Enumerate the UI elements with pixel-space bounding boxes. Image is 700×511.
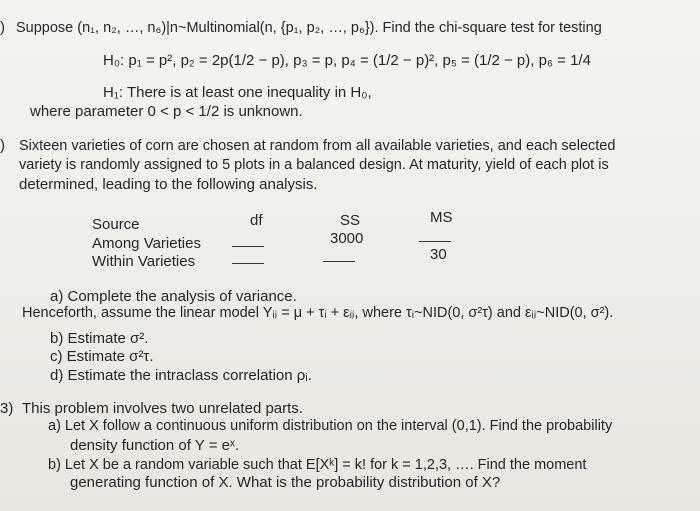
problem-2-part-c: c) Estimate σ²τ.: [50, 348, 154, 365]
problem-3-intro: This problem involves two unrelated parts.: [22, 400, 303, 417]
anova-row-among-ss: 3000: [330, 230, 364, 247]
problem-3-part-a-line-1: a) Let X follow a continuous uniform distribution on the interval (0,1). Find the probability: [48, 418, 613, 434]
problem-3-part-b-line-2: generating function of X. What is the probability distribution of X?: [70, 474, 501, 491]
anova-row-within-ms: 30: [430, 246, 447, 263]
problem-3-part-b-line-1: b) Let X be a random variable such that E[Xᵏ] = k! for k = 1,2,3, …. Find the moment: [48, 457, 587, 473]
problem-2-number: ): [0, 137, 5, 154]
anova-within-df-blank: [232, 263, 264, 264]
anova-header-ss: SS: [340, 212, 361, 229]
anova-among-df-blank: [232, 246, 264, 247]
problem-3-number: 3): [0, 400, 14, 417]
problem-2-intro-line-1: Sixteen varieties of corn are chosen at random from all available varieties, and each selected: [19, 138, 616, 154]
anova-among-ms-blank: [419, 241, 451, 242]
problem-2-model-statement: Henceforth, assume the linear model Yᵢⱼ = μ + τᵢ + εᵢⱼ, where τᵢ~NID(0, σ²τ) and εᵢⱼ~NID(0, σ²).: [22, 305, 614, 321]
problem-1-alt-hypothesis: H₁: There is at least one inequality in H₀,: [103, 84, 372, 101]
anova-header-df: df: [250, 212, 263, 229]
problem-2-intro-line-2: variety is randomly assigned to 5 plots in a balanced design. At maturity, yield of each plot is: [19, 157, 609, 173]
problem-1-null-hypothesis: H₀: p₁ = p², p₂ = 2p(1/2 − p), p₃ = p, p₄ = (1/2 − p)², p₅ = (1/2 − p), p₆ = 1/4: [103, 52, 591, 69]
anova-within-ss-blank: [323, 261, 355, 262]
problem-2-part-b: b) Estimate σ².: [50, 330, 149, 347]
problem-2-intro-line-3: determined, leading to the following analysis.: [19, 176, 318, 193]
problem-2-part-a: a) Complete the analysis of variance.: [50, 288, 297, 305]
anova-row-among-source: Among Varieties: [92, 235, 201, 252]
problem-1-number: ): [0, 19, 5, 36]
problem-3-part-a-line-2: density function of Y = eˣ.: [70, 437, 240, 454]
anova-header-ms: MS: [430, 209, 453, 226]
problem-1-parameter-note: where parameter 0 < p < 1/2 is unknown.: [30, 103, 303, 120]
problem-1-statement: Suppose (n₁, n₂, …, n₆)|n~Multinomial(n, {p₁, p₂, …, p₆}). Find the chi-square test for testing: [16, 20, 602, 36]
anova-row-within-source: Within Varieties: [92, 253, 196, 270]
problem-2-part-d: d) Estimate the intraclass correlation ρᵢ.: [50, 367, 312, 384]
anova-header-source: Source: [92, 216, 140, 233]
